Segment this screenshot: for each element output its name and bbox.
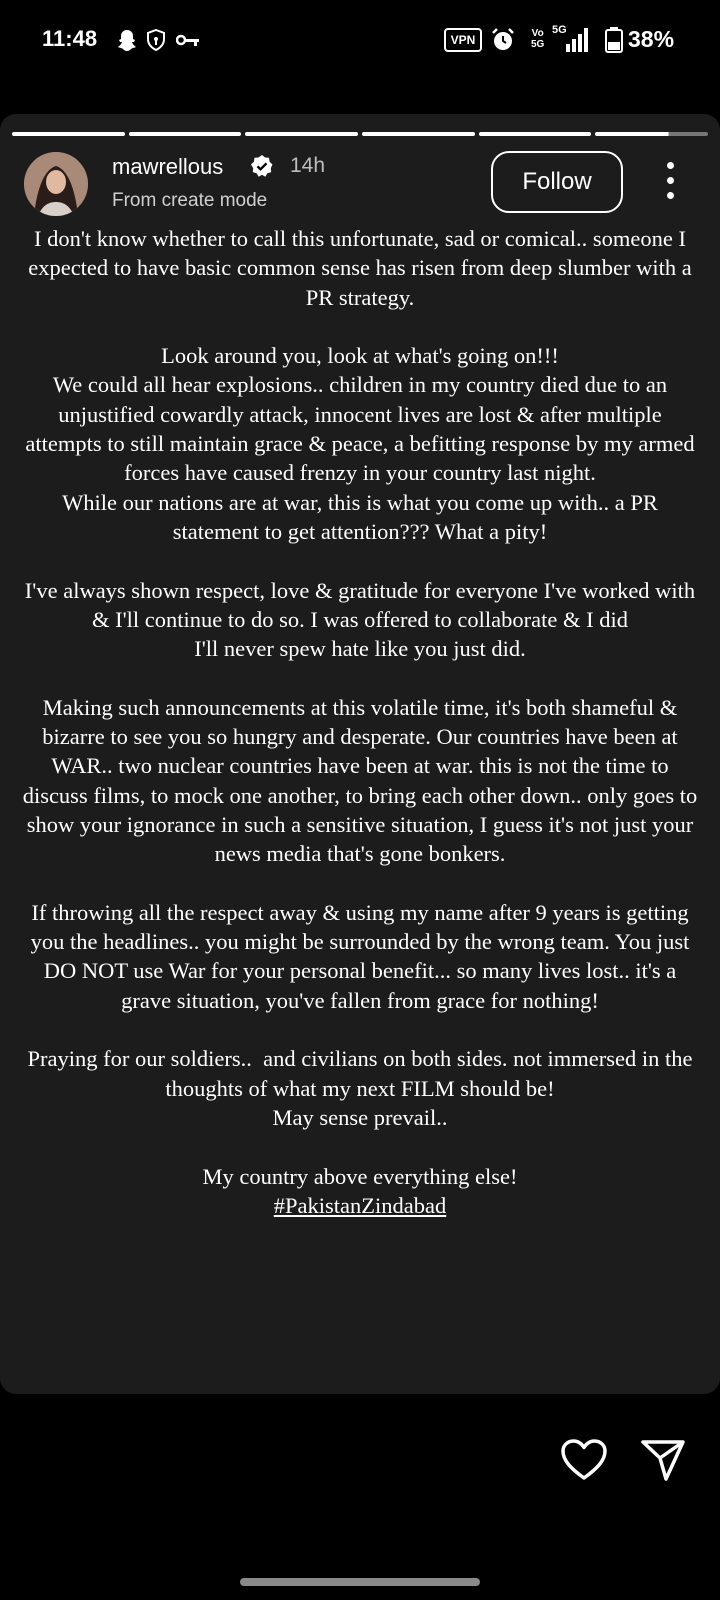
story-line: While our nations are at war, this is what you come up with.. a PR statement to get attention??? What a pity! [62,489,658,544]
heart-icon[interactable] [560,1438,608,1482]
vpn-indicator: VPN [444,28,482,52]
story-closing-line: My country above everything else! [202,1163,518,1189]
network-type: 5G [552,24,567,36]
alarm-icon [490,27,516,53]
story-paragraph: If throwing all the respect away & using my name after 9 years is getting you the headlines.. you might be surrounded by the wrong team. You just DO NOT use War for your personal benefit... so many lives lost.. it's a grave situation, you've fallen from grace for nothing! [30,899,690,1013]
progress-segment [479,132,592,136]
hashtag-link[interactable]: #PakistanZindabad [273,1192,447,1218]
send-icon[interactable] [640,1438,686,1482]
story-subline: From create mode [112,190,268,211]
story-paragraph [20,1044,700,1132]
key-icon [176,33,200,47]
progress-segment [129,132,242,136]
story-paragraph: Making such announcements at this volatile time, it's both shameful & bizarre to see you so hungry and desperate. Our countries have been at WAR.. two nuclear countries have been at war. this is not the time to discuss films, to mock one another, to bring each other down.. only goes to show your ignorance in such a sensitive situation, I guess it's not just your news media that's gone bonkers. [22,694,698,867]
story-text [20,224,700,1220]
home-indicator[interactable] [240,1578,480,1586]
battery-percent: 38% [628,26,675,52]
story-line: Praying for our soldiers.. and civilians on both sides. not immersed in the thoughts of what my next FILM should be! [27,1046,693,1101]
story-paragraph [20,1162,700,1221]
story-line: We could all hear explosions.. children in my country died due to an unjustified cowardly attack, innocent lives are lost & after multiple attempts to still maintain grace & peace, a befitting response by my armed forces have caused frenzy in your country last night. [25,372,695,486]
story-progress [12,132,708,136]
signal-strength-icon [566,28,588,52]
battery-icon [605,27,623,53]
progress-segment [12,132,125,136]
progress-segment [362,132,475,136]
story-paragraph [20,341,700,546]
verified-badge-icon [250,154,274,178]
status-bar [0,0,720,84]
story-line: I'll never spew hate like you just did. [194,636,526,662]
post-time: 14h [290,154,326,177]
avatar[interactable] [24,152,88,216]
follow-button[interactable]: Follow [491,151,623,213]
progress-segment-current [595,132,708,136]
snapchat-notification-icon [116,28,138,52]
story-line: I've always shown respect, love & gratitude for everyone I've worked with & I'll continue to do so. I was offered to collaborate & I did [24,577,696,632]
shield-icon [146,29,166,51]
status-time: 11:48 [42,26,98,51]
more-vertical-icon[interactable] [660,162,680,204]
story-line: Look around you, look at what's going on!!! [161,343,559,369]
story-paragraph [20,576,700,664]
story-paragraph: I don't know whether to call this unfortunate, sad or comical.. someone I expected to have basic common sense has risen from deep slumber with a PR strategy. [28,226,692,310]
story-line: May sense prevail.. [272,1104,448,1130]
progress-segment [245,132,358,136]
volte-indicator: Vo 5G [531,28,545,50]
username[interactable]: mawrellous [112,154,224,179]
story-card[interactable] [0,114,720,1394]
